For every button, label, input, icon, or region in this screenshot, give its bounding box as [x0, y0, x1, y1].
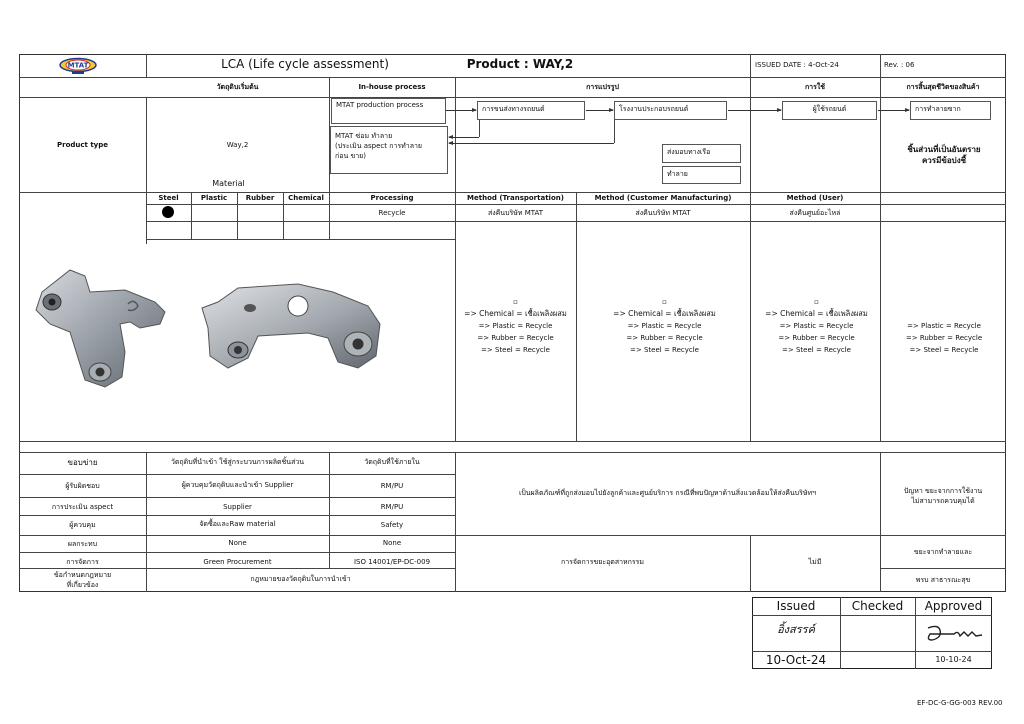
factory-box: โรงงานประกอบรถยนต์	[614, 101, 727, 120]
company-logo	[58, 57, 98, 75]
rev: Rev. : 06	[884, 61, 915, 69]
recycle-line: => Steel = Recycle	[909, 346, 979, 354]
recycle-icon: ▫	[814, 298, 819, 306]
recycle-line: => Rubber = Recycle	[477, 334, 554, 342]
recycle-line: => Chemical = เชื้อเพลิงผสม	[464, 309, 567, 318]
section-inhouse: In-house process	[358, 83, 426, 91]
issued-date: ISSUED DATE : 4-Oct-24	[755, 61, 839, 69]
recycle-line: => Rubber = Recycle	[905, 334, 983, 342]
recycle-line: => Chemical = เชื้อเพลิงผสม	[613, 309, 716, 318]
bt-problem-text: ปัญหา ขยะจากการใช้งาน ไม่สามารถควบคุมได้	[903, 487, 983, 505]
recycle-line: => Rubber = Recycle	[778, 334, 855, 342]
bt-waste-mgmt: การจัดการขยะอุตสาหกรรม	[560, 558, 645, 566]
bt-col1-6: กฎหมายของวัตถุดิบในการนำเข้า	[250, 575, 351, 583]
flow-arrow-back-1	[449, 137, 479, 138]
approval-checked-header: Checked	[851, 599, 904, 613]
approved-signature	[924, 622, 984, 644]
part-image-1	[30, 262, 180, 390]
destroy2-box: ทำลาย	[662, 166, 741, 184]
recycle-line: => Steel = Recycle	[481, 346, 550, 354]
recycle-line: => Steel = Recycle	[630, 346, 699, 354]
material-label: Material	[212, 179, 245, 188]
recycle-line: => Plastic = Recycle	[627, 322, 702, 330]
hazard-note: ชิ้นส่วนที่เป็นอันตราย ควรมีข้อบ่งชี้	[907, 145, 981, 165]
recycle-block-eol	[884, 320, 1004, 356]
bt-none: ไม่มี	[808, 558, 822, 566]
bt-waste-destroy: ขยะจากทำลายและ	[913, 548, 973, 556]
recycle-line: => Plastic = Recycle	[478, 322, 553, 330]
bt-law: พรบ สาธารณะสุข	[915, 576, 971, 584]
recycle-line: => Chemical = เชื้อเพลิงผสม	[765, 309, 868, 318]
bt-col2-5: ISO 14001/EP-DC-009	[353, 558, 431, 566]
flow-arrow-1	[446, 110, 476, 111]
bt-merged-text: เป็นผลิตภัณฑ์ที่ถูกส่งมอบไปยังลูกค้าและศูนย์บริการ กรณีที่พบปัญหาด้านสิ่งแวดล้อมให้ส่งคืนบริษัทฯ	[518, 489, 817, 497]
product-type-value: Way,2	[226, 141, 249, 149]
approval-approved-date: 10-10-24	[935, 655, 972, 664]
bt-col2-0: วัตถุดิบที่ใช้ภายใน	[364, 458, 420, 466]
approval-issued-header: Issued	[776, 599, 816, 613]
mat-header-steel: Steel	[158, 194, 179, 202]
mat-header-plastic: Plastic	[200, 194, 228, 202]
bt-col1-1: ผู้ควบคุมวัตถุดิบและนำเข้า Supplier	[181, 481, 294, 489]
recycle-line: => Plastic = Recycle	[907, 322, 981, 330]
bt-col2-3: Safety	[380, 521, 404, 529]
method-header-customer: Method (Customer Manufacturing)	[594, 194, 732, 202]
customer-value: ส่งคืนบริษัท MTAT	[635, 209, 691, 217]
flow-arrow-3	[728, 110, 781, 111]
bt-label-3: ผู้ควบคุม	[69, 521, 96, 529]
mat-header-chemical: Chemical	[288, 194, 324, 202]
ship-box: ส่งมอบทางเรือ	[662, 144, 741, 163]
product-title: Product : WAY,2	[466, 57, 574, 71]
section-end-of-life: การสิ้นสุดชีวิตของสินค้า	[906, 83, 980, 91]
logo-text: MTAT	[67, 61, 89, 70]
bt-label-6: ข้อกำหนดกฎหมาย ที่เกี่ยวข้อง	[53, 571, 112, 589]
bt-col1-0: วัตถุดิบที่นำเข้า ใช้สู่กระบวนการผลิตชิ้นส่วน	[170, 458, 305, 466]
section-raw-material: วัตถุดิบเริ่มต้น	[216, 83, 259, 91]
recycle-icon: ▫	[662, 298, 667, 306]
bt-label-1: ผู้รับผิดชอบ	[65, 482, 100, 490]
section-processing: การแปรรูป	[586, 83, 619, 91]
flow-arrow-back-2	[449, 143, 614, 144]
issued-signature: อิ้งสรรค์	[777, 623, 815, 636]
bt-col1-3: จัดซื้อและRaw material	[199, 520, 276, 528]
bt-label-0: ขอบข่าย	[67, 458, 98, 467]
bt-col1-2: Supplier	[223, 503, 252, 511]
transport-box: การขนส่งทางรถยนต์	[477, 101, 585, 120]
transport-value: ส่งคืนบริษัท MTAT	[487, 209, 544, 217]
user-value: ส่งคืนศูนย์อะไหล่	[789, 209, 841, 217]
mtat-repair-box: MTAT ซ่อม ทำลาย (ประเมิน aspect การทำลาย ก่อน ขาย)	[330, 126, 448, 174]
bt-col1-4: None	[228, 539, 247, 547]
section-use: การใช้	[804, 83, 826, 91]
bt-label-4: ผลกระทบ	[67, 540, 98, 548]
flow-arrow-4	[878, 110, 909, 111]
method-header-transport: Method (Transportation)	[467, 194, 564, 202]
approval-issued-date: 10-Oct-24	[765, 653, 827, 667]
bt-label-2: การประเมิน aspect	[51, 503, 114, 511]
part-image-2	[198, 278, 388, 378]
form-title: LCA (Life cycle assessment)	[221, 57, 389, 71]
bt-col2-1: RM/PU	[380, 482, 404, 490]
recycle-block-customer	[604, 296, 725, 356]
footer-code: EF-DC-G-GG-003 REV.00	[917, 699, 1003, 707]
approval-approved-header: Approved	[924, 599, 983, 613]
bt-col2-4: None	[382, 539, 402, 547]
processing-value: Recycle	[378, 209, 406, 217]
method-header-user: Method (User)	[786, 194, 844, 202]
bt-label-5: การจัดการ	[66, 558, 99, 566]
flow-arrow-2	[586, 110, 613, 111]
user-box: ผู้ใช้รถยนต์	[782, 101, 877, 120]
destroy-box: การทำลายซาก	[910, 101, 991, 120]
mat-header-rubber: Rubber	[245, 194, 275, 202]
method-header-processing: Processing	[370, 194, 414, 202]
recycle-block-user	[756, 296, 877, 356]
steel-selected-dot	[162, 206, 174, 218]
bt-col1-5: Green Procurement	[203, 558, 272, 566]
recycle-line: => Steel = Recycle	[782, 346, 851, 354]
product-type-label: Product type	[57, 141, 108, 149]
recycle-block-transport	[455, 296, 576, 356]
recycle-line: => Plastic = Recycle	[779, 322, 854, 330]
recycle-line: => Rubber = Recycle	[626, 334, 703, 342]
mtat-production-box: MTAT production process	[331, 98, 446, 124]
bt-col2-2: RM/PU	[380, 503, 404, 511]
recycle-icon: ▫	[513, 298, 518, 306]
